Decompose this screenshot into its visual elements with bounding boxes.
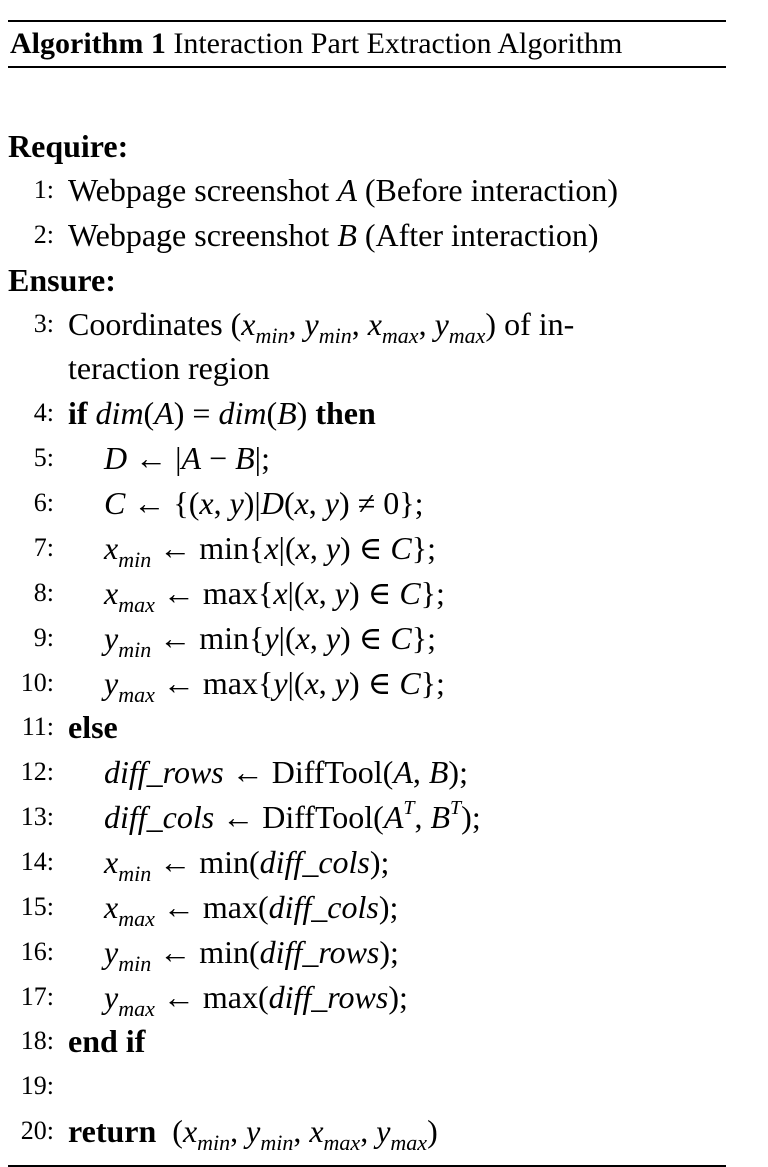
line-number: 7: xyxy=(33,532,54,562)
line-number: 1: xyxy=(33,174,54,204)
line-number: 12: xyxy=(20,756,54,786)
line-number: 20: xyxy=(20,1115,54,1145)
algorithm-caption xyxy=(8,22,728,66)
ensure-label: Ensure: xyxy=(8,261,116,298)
line-content: if dim(A) = dim(B) then xyxy=(68,394,376,431)
algorithm-body xyxy=(8,68,728,1155)
line-content: C ← {(x, y)|D(x, y) ≠ 0}; xyxy=(104,484,424,521)
line-content: $x_{max}$ ← max{x|(x, y) ∈ C}; xyxy=(104,574,445,617)
line-content: $y_{min}$ ← min(diff_rows); xyxy=(104,933,399,976)
line-number: 11: xyxy=(21,711,54,741)
line-number: 16: xyxy=(20,936,54,966)
line-content: D ← |A − B|; xyxy=(104,439,270,476)
line-number: 18: xyxy=(20,1025,54,1055)
require-label: Require: xyxy=(8,127,129,164)
line-number: 17: xyxy=(20,981,54,1011)
line-number: 3: xyxy=(33,308,54,338)
line-content: $x_{min}$ ← min(diff_cols); xyxy=(104,843,390,886)
line-number: 2: xyxy=(33,219,54,249)
line-content: $y_{max}$ ← max{y|(x, y) ∈ C}; xyxy=(104,664,445,707)
line-number: 19: xyxy=(20,1070,54,1100)
line-content: $x_{min}$ ← min{x|(x, y) ∈ C}; xyxy=(104,529,436,572)
line-content: Webpage screenshot A (Before interaction) xyxy=(68,171,619,208)
line-number: 6: xyxy=(33,487,54,517)
line-number: 14: xyxy=(20,846,54,876)
algorithm-block xyxy=(8,20,728,1155)
line-content: return ($x_{min}$, $y_{min}$, $x_{max}$, $y_{max}$) xyxy=(68,1112,438,1155)
line-content: $y_{max}$ ← max(diff_rows); xyxy=(104,978,408,1021)
line-content: Webpage screenshot B (After interaction) xyxy=(68,216,599,253)
line-content: diff_rows ← DiffTool(A, B); xyxy=(104,753,468,790)
line-number: 13: xyxy=(20,801,54,831)
algorithm-label: Algorithm 1 xyxy=(10,27,166,60)
algorithm-title: Interaction Part Extraction Algorithm xyxy=(173,27,623,60)
bottom-rule xyxy=(8,1165,726,1167)
line-content: diff_cols ← $DiffTool(A^T$, $B^T$); xyxy=(104,796,481,835)
line-number: 9: xyxy=(33,622,54,652)
line-content: else xyxy=(68,708,118,745)
line-content: Coordinates ($x_{min}$, $y_{min}$, $x_{max}$, $y_{max}$) of in- xyxy=(68,305,575,348)
line-number: 4: xyxy=(33,397,54,427)
line-content: $y_{min}$ ← min{y|(x, y) ∈ C}; xyxy=(104,619,436,662)
line-number: 5: xyxy=(33,442,54,472)
line-content: end if xyxy=(68,1022,146,1059)
line-number: 10: xyxy=(20,667,54,697)
line-content-continued: teraction region xyxy=(68,349,270,386)
line-content: $x_{max}$ ← max(diff_cols); xyxy=(104,888,399,931)
line-number: 8: xyxy=(33,577,54,607)
line-number: 15: xyxy=(20,891,54,921)
